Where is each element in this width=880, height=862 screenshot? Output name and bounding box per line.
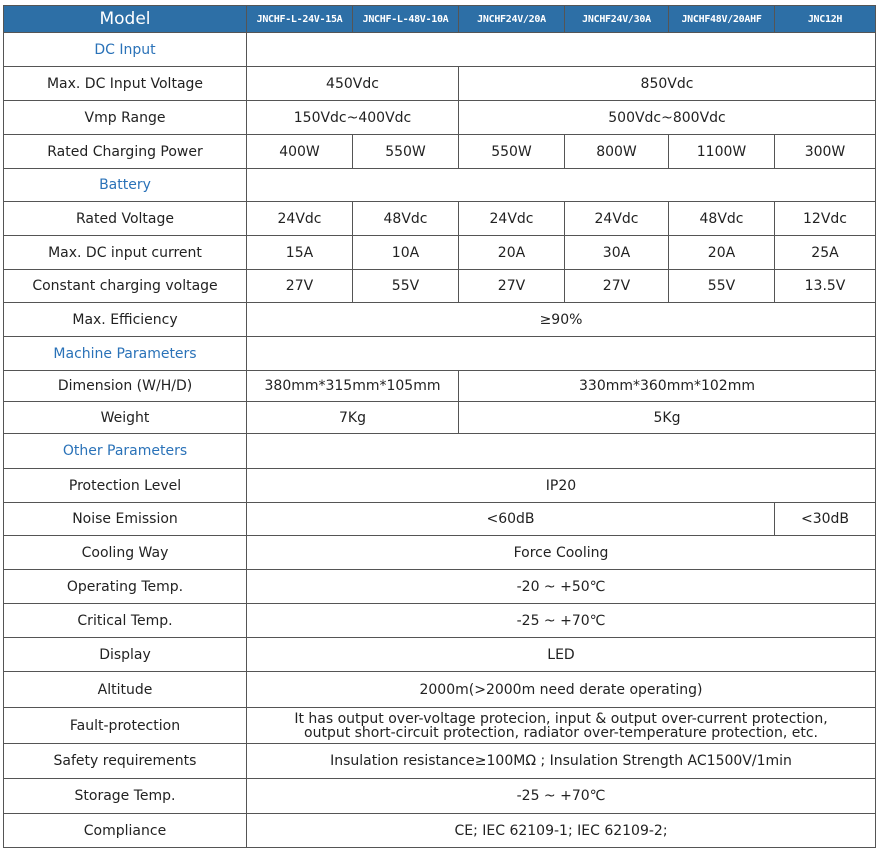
row-label: Vmp Range <box>4 101 247 135</box>
row-label: Critical Temp. <box>4 604 247 638</box>
table-cell: 24Vdc <box>247 202 353 236</box>
table-cell: 55V <box>353 270 459 303</box>
table-cell: 15A <box>247 236 353 270</box>
table-cell: 55V <box>669 270 775 303</box>
row-label: Noise Emission <box>4 503 247 536</box>
column-header: JNCHF-L-24V-15A <box>247 6 353 33</box>
empty-cell <box>247 33 876 67</box>
row-label: Weight <box>4 402 247 434</box>
table-cell: 7Kg <box>247 402 459 434</box>
table-cell: -25 ~ +70℃ <box>247 604 876 638</box>
table-cell: 1100W <box>669 135 775 169</box>
header-row <box>4 6 876 33</box>
table-cell <box>247 708 876 744</box>
table-row <box>4 135 876 169</box>
column-header: JNCHF24V/30A <box>565 6 669 33</box>
table-cell: 24Vdc <box>565 202 669 236</box>
table-cell: 2000m(>2000m need derate operating) <box>247 672 876 708</box>
table-row <box>4 101 876 135</box>
section-title-battery: Battery <box>4 169 247 202</box>
row-label: Max. DC input current <box>4 236 247 270</box>
row-label: Protection Level <box>4 469 247 503</box>
table-row <box>4 708 876 744</box>
table-cell: 48Vdc <box>353 202 459 236</box>
table-cell: 550W <box>459 135 565 169</box>
table-cell: CE; IEC 62109-1; IEC 62109-2; <box>247 814 876 848</box>
table-cell: 450Vdc <box>247 67 459 101</box>
table-row <box>4 604 876 638</box>
table-row <box>4 779 876 814</box>
row-label: Cooling Way <box>4 536 247 570</box>
column-header: JNCHF-L-48V-10A <box>353 6 459 33</box>
table-cell: 13.5V <box>775 270 876 303</box>
table-cell: ≥90% <box>247 303 876 337</box>
table-cell: 550W <box>353 135 459 169</box>
table-cell: 25A <box>775 236 876 270</box>
table-cell: 150Vdc~400Vdc <box>247 101 459 135</box>
table-cell: 24Vdc <box>459 202 565 236</box>
table-cell: 10A <box>353 236 459 270</box>
table-cell: 500Vdc~800Vdc <box>459 101 876 135</box>
row-label: Rated Charging Power <box>4 135 247 169</box>
table-cell: 30A <box>565 236 669 270</box>
column-header: JNCHF24V/20A <box>459 6 565 33</box>
table-cell: LED <box>247 638 876 672</box>
section-title-machine: Machine Parameters <box>4 337 247 371</box>
row-label: Constant charging voltage <box>4 270 247 303</box>
row-label: Compliance <box>4 814 247 848</box>
table-cell: Insulation resistance≥100MΩ ; Insulation Strength AC1500V/1min <box>247 744 876 779</box>
fault-line-2: output short-circuit protection, radiator over-temperature protection, etc. <box>304 724 818 741</box>
table-cell: 850Vdc <box>459 67 876 101</box>
table-cell: -20 ~ +50℃ <box>247 570 876 604</box>
table-cell: 27V <box>459 270 565 303</box>
table-cell: 330mm*360mm*102mm <box>459 371 876 402</box>
table-row <box>4 402 876 434</box>
table-row <box>4 570 876 604</box>
table-cell: 400W <box>247 135 353 169</box>
fault-line-1: It has output over-voltage protecion, input & output over-current protection, <box>294 710 828 727</box>
column-header: JNC12H <box>775 6 876 33</box>
section-title-other: Other Parameters <box>4 434 247 469</box>
table-cell: -25 ~ +70℃ <box>247 779 876 814</box>
table-cell: 48Vdc <box>669 202 775 236</box>
table-row <box>4 536 876 570</box>
table-cell: 20A <box>459 236 565 270</box>
section-row <box>4 434 876 469</box>
table-cell: 5Kg <box>459 402 876 434</box>
table-row <box>4 638 876 672</box>
spec-table <box>3 5 876 848</box>
row-label: Fault-protection <box>4 708 247 744</box>
table-cell: 380mm*315mm*105mm <box>247 371 459 402</box>
model-header: Model <box>4 6 247 33</box>
table-row <box>4 67 876 101</box>
row-label: Rated Voltage <box>4 202 247 236</box>
table-cell: 300W <box>775 135 876 169</box>
table-cell: 27V <box>565 270 669 303</box>
section-row <box>4 169 876 202</box>
section-title-dc-input: DC Input <box>4 33 247 67</box>
row-label: Max. DC Input Voltage <box>4 67 247 101</box>
table-cell: 20A <box>669 236 775 270</box>
table-row <box>4 672 876 708</box>
empty-cell <box>247 169 876 202</box>
empty-cell <box>247 337 876 371</box>
table-row <box>4 371 876 402</box>
row-label: Max. Efficiency <box>4 303 247 337</box>
row-label: Dimension (W/H/D) <box>4 371 247 402</box>
row-label: Operating Temp. <box>4 570 247 604</box>
table-row <box>4 270 876 303</box>
row-label: Display <box>4 638 247 672</box>
table-cell: <60dB <box>247 503 775 536</box>
column-header: JNCHF48V/20AHF <box>669 6 775 33</box>
table-cell: 12Vdc <box>775 202 876 236</box>
section-row <box>4 33 876 67</box>
table-row <box>4 236 876 270</box>
table-cell: <30dB <box>775 503 876 536</box>
table-row <box>4 202 876 236</box>
table-cell: 800W <box>565 135 669 169</box>
table-cell: IP20 <box>247 469 876 503</box>
table-row <box>4 503 876 536</box>
table-cell: 27V <box>247 270 353 303</box>
row-label: Safety requirements <box>4 744 247 779</box>
row-label: Storage Temp. <box>4 779 247 814</box>
table-row <box>4 814 876 848</box>
table-row <box>4 303 876 337</box>
table-row <box>4 744 876 779</box>
empty-cell <box>247 434 876 469</box>
row-label: Altitude <box>4 672 247 708</box>
table-cell: Force Cooling <box>247 536 876 570</box>
section-row <box>4 337 876 371</box>
table-row <box>4 469 876 503</box>
